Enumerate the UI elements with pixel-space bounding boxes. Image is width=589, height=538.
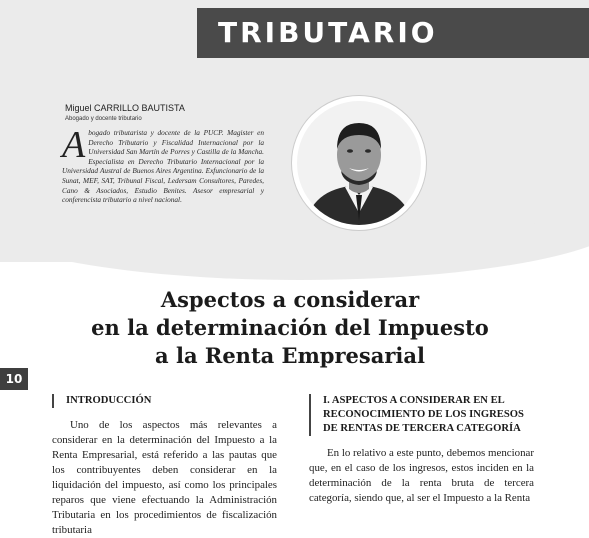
author-photo (292, 96, 426, 230)
left-column (52, 394, 277, 538)
bio-dropcap: A (62, 124, 86, 166)
intro-heading-bar (52, 394, 277, 408)
section-title: TRIBUTARIO (218, 16, 438, 49)
section1-paragraph: En lo relativo a este punto, debemos mencionar que, en el caso de los ingresos, estos inciden en la determinación de la renta bruta de tercera categoría, siendo que, al ser el Impuesto a la Renta (309, 447, 534, 504)
section1-heading: I. ASPECTOS A CONSIDERAR EN EL RECONOCIMIENTO DE LOS INGRESOS DE RENTAS DE TERCERA CATEGORÍA (323, 395, 524, 434)
author-name: Miguel CARRILLO BAUTISTA (65, 103, 185, 113)
author-portrait-image (297, 101, 421, 225)
intro-heading: INTRODUCCIÓN (66, 395, 152, 406)
author-role: Abogado y docente tributario (65, 116, 142, 122)
intro-paragraph: Uno de los aspectos más relevantes a considerar en la determinación del Impuesto a la Renta Empresarial, está referido a las pautas que los contribuyentes deben considerar en la liquidación del impuesto, así como los principales reparos que viene efectuando la Administración Tributaria en los procedimientos de fiscalización tributaria (52, 419, 277, 536)
right-column (309, 394, 534, 506)
article-title (70, 286, 510, 370)
article-title-line-3: a la Renta Empresarial (155, 343, 425, 368)
article-title-line-2: en la determinación del Impuesto (91, 315, 489, 340)
section1-heading-bar (309, 394, 534, 436)
article-title-line-1: Aspectos a considerar (160, 287, 420, 312)
page-number: 10 (0, 368, 28, 390)
author-bio (62, 124, 264, 205)
bio-text: bogado tributarista y docente de la PUCP. Magister en Derecho Tributario y Fiscalidad Internacional por la Universidad San Martín de Porres y Castilla de la Mancha. Especialista en Derecho Tributario Internacional por la Universidad Austral de Buenos Aires Argentina. Exfuncionario de la Sunat, MEF, SAT, Tribunal Fiscal, Ledersam Consultores, Paredes, Cano & Asociados, Estudio Benites. Asesor empresarial y conferencista tributario a nivel nacional. (62, 128, 264, 205)
